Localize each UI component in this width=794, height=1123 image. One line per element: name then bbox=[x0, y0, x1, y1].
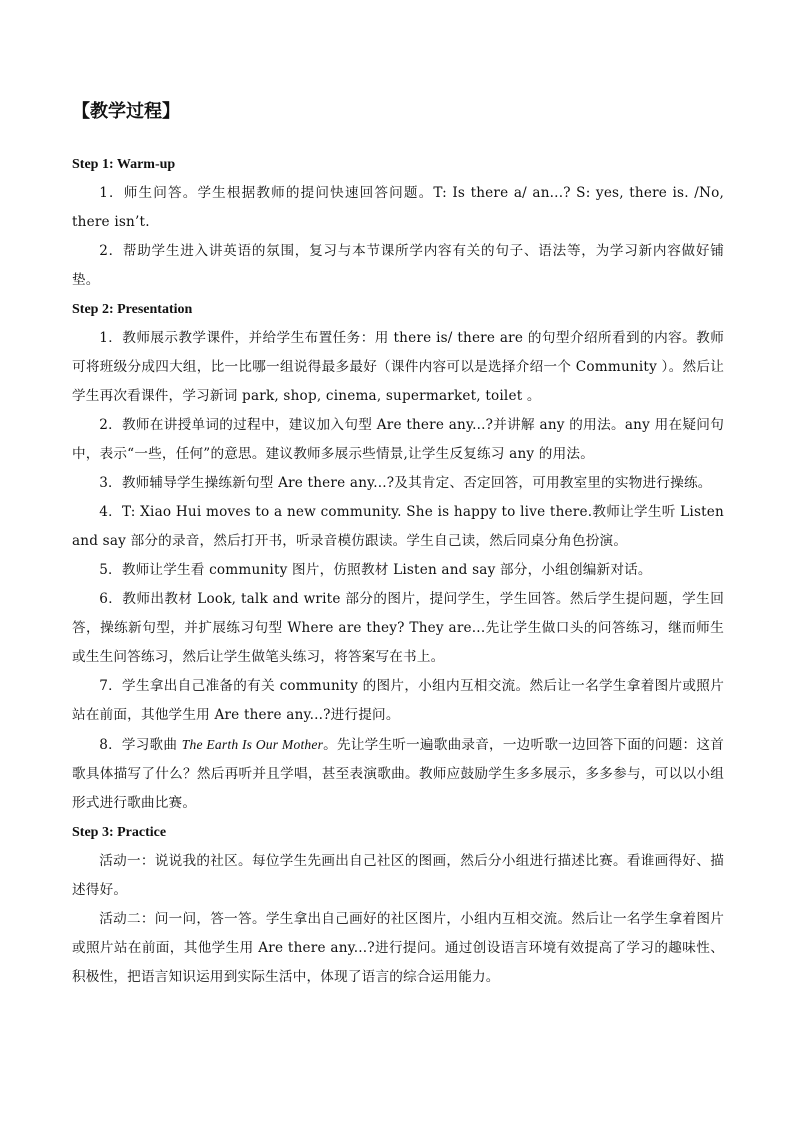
step-2-paragraph-4: 4．T: Xiao Hui moves to a new community. She is happy to live there.教师让学生听 Listen and say 部分的录音，然后打开书，听录音模仿跟读。学生自己读，然后同桌分角色扮演。 bbox=[72, 504, 724, 549]
step-3-paragraph-2: 活动二：问一问，答一答。学生拿出自己画好的社区图片，小组内互相交流。然后让一名学生拿着图片或照片站在前面，其他学生用 Are there any...?进行提问。通过创设语言环境有效提高了学习的趣味性、积极性，把语言知识运用到实际生活中，体现了语言的综合运用能力。 bbox=[72, 911, 724, 985]
step-1-heading: Step 1: Warm-up bbox=[72, 157, 176, 172]
song-paragraph-suffix: 。先让学生听一遍歌曲录音，一边听歌一边回答下面的问题：这首歌具体描写了什么？然后再听并且学唱，甚至表演歌曲。教师应鼓励学生多多展示，多多参与，可以以小组形式进行歌曲比赛。 bbox=[72, 737, 724, 811]
step-3-heading: Step 3: Practice bbox=[72, 825, 167, 840]
step-1-paragraph-1: 1．师生问答。学生根据教师的提问快速回答问题。T: Is there a/ an...? S: yes, there is. /No, there isn’t. bbox=[72, 185, 724, 230]
step-2-paragraph-7: 7．学生拿出自己准备的有关 community 的图片，小组内互相交流。然后让一名学生拿着图片或照片站在前面，其他学生用 Are there any...?进行提问。 bbox=[72, 678, 724, 723]
page-title: 【教学过程】 bbox=[72, 101, 180, 122]
step-2-paragraph-5: 5．教师让学生看 community 图片，仿照教材 Listen and say 部分，小组创编新对话。 bbox=[99, 562, 652, 578]
step-2-paragraph-1: 1．教师展示教学课件，并给学生布置任务：用 there is/ there are 的句型介绍所看到的内容。教师可将班级分成四大组，比一比哪一组说得最多最好（课件内容可以是选择介绍一个 Community ）。然后让学生再次看课件，学习新词 park, shop, cinema, supermarket, toilet 。 bbox=[72, 330, 724, 404]
step-2-paragraph-6: 6．教师出教材 Look, talk and write 部分的图片，提问学生，学生回答。然后学生提问题，学生回答，操练新句型，并扩展练习句型 Where are they? They are...先让学生做口头的问答练习，继而师生或生生问答练习，然后让学生做笔头练习，将答案写在书上。 bbox=[72, 591, 724, 665]
document-page bbox=[72, 100, 724, 992]
song-title: The Earth Is Our Mother bbox=[181, 737, 324, 752]
step-2-paragraph-2: 2．教师在讲授单词的过程中，建议加入句型 Are there any...?并讲解 any 的用法。any 用在疑问句中，表示“一些，任何”的意思。建议教师多展示些情景,让学生反复练习 any 的用法。 bbox=[72, 417, 724, 462]
step-2-heading: Step 2: Presentation bbox=[72, 302, 193, 317]
step-1-paragraph-2: 2．帮助学生进入讲英语的氛围，复习与本节课所学内容有关的句子、语法等，为学习新内容做好铺垫。 bbox=[72, 243, 724, 288]
step-3-paragraph-1: 活动一：说说我的社区。每位学生先画出自己社区的图画，然后分小组进行描述比赛。看谁画得好、描述得好。 bbox=[72, 853, 724, 898]
step-2-paragraph-3: 3．教师辅导学生操练新句型 Are there any...?及其肯定、否定回答，可用教室里的实物进行操练。 bbox=[99, 475, 712, 491]
step-2-paragraph-8 bbox=[72, 730, 724, 818]
song-paragraph-prefix: 8．学习歌曲 bbox=[99, 737, 182, 753]
